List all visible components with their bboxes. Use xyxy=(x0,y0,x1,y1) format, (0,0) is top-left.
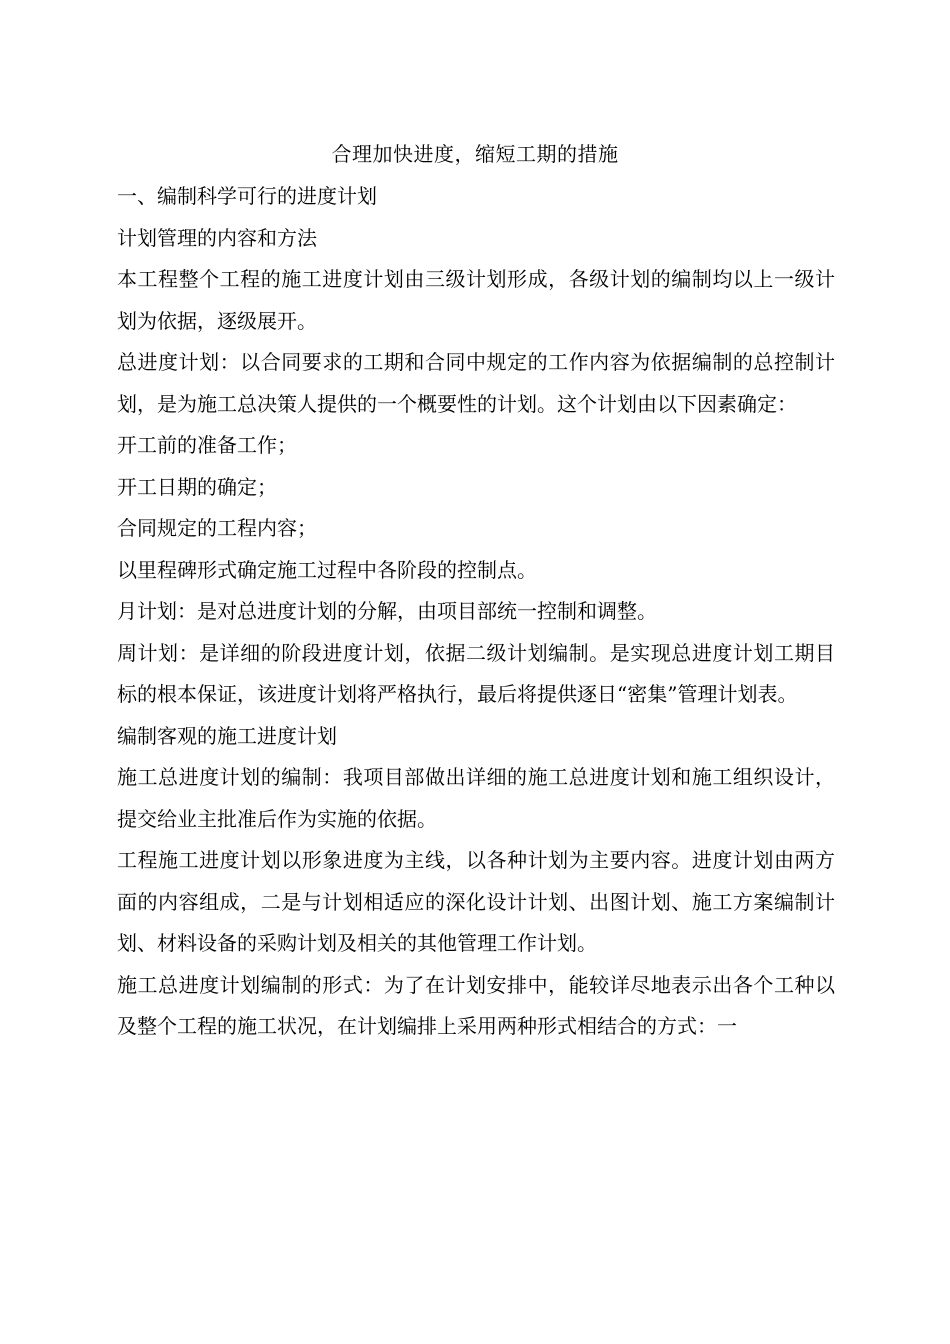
list-item: 以里程碑形式确定施工过程中各阶段的控制点。 xyxy=(117,557,537,582)
paragraph: 总进度计划：以合同要求的工期和合同中规定的工作内容为依据编制的总控制计划，是为施工总决策人提供的一个概要性的计划。这个计划由以下因素确定： xyxy=(117,350,835,416)
document-title: 合理加快进度，缩短工期的措施 xyxy=(331,142,619,166)
paragraph: 周计划：是详细的阶段进度计划，依据二级计划编制。是实现总进度计划工期目标的根本保证，该进度计划将严格执行，最后将提供逐日“密集”管理计划表。 xyxy=(117,640,835,706)
paragraph: 月计划：是对总进度计划的分解，由项目部统一控制和调整。 xyxy=(117,599,657,623)
paragraph: 工程施工进度计划以形象进度为主线，以各种计划为主要内容。进度计划由两方面的内容组成，二是与计划相适应的深化设计计划、出图计划、施工方案编制计划、材料设备的采购计划及相关的其他管理工作计划。 xyxy=(117,848,835,955)
paragraph: 施工总进度计划编制的形式：为了在计划安排中，能较详尽地表示出各个工种以及整个工程的施工状况，在计划编排上采用两种形式相结合的方式：一 xyxy=(117,972,835,1038)
document-body xyxy=(117,176,835,1048)
subsection-heading: 计划管理的内容和方法 xyxy=(117,225,317,250)
section-heading: 一、编制科学可行的进度计划 xyxy=(117,184,377,208)
paragraph: 施工总进度计划的编制：我项目部做出详细的施工总进度计划和施工组织设计，提交给业主批准后作为实施的依据。 xyxy=(117,765,835,831)
paragraph: 本工程整个工程的施工进度计划由三级计划形成，各级计划的编制均以上一级计划为依据，逐级展开。 xyxy=(117,267,835,333)
subsection-heading: 编制客观的施工进度计划 xyxy=(117,723,337,748)
list-item: 合同规定的工程内容； xyxy=(117,516,317,540)
list-item: 开工日期的确定； xyxy=(117,474,277,499)
list-item: 开工前的准备工作； xyxy=(117,433,297,457)
